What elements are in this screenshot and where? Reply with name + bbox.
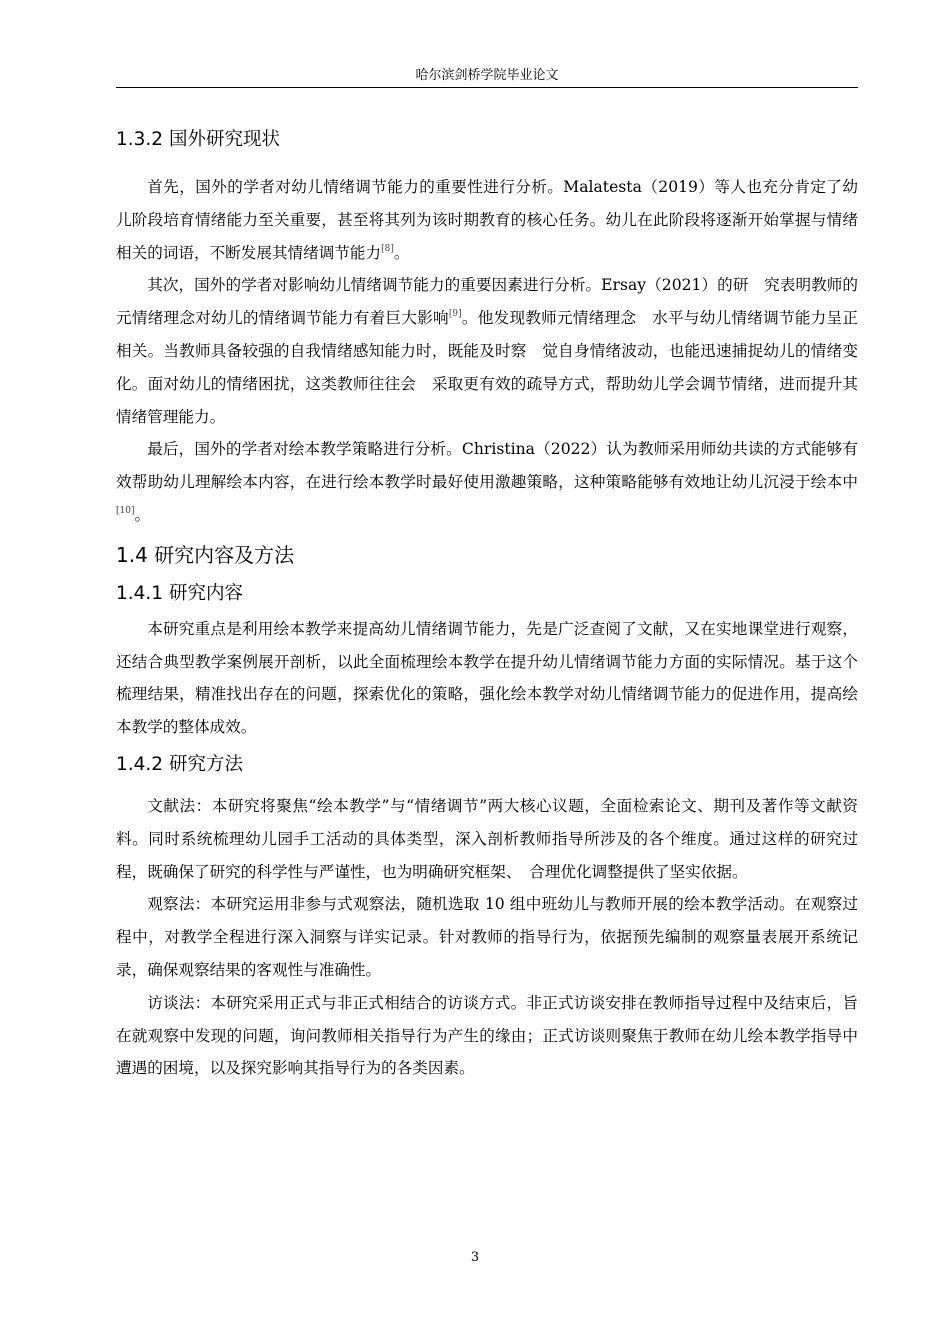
paragraph	[116, 269, 858, 433]
citation: [8]	[381, 243, 394, 254]
paragraph-text: 最后，国外的学者对绘本教学策略进行分析。Christina（2022）认为教师采用师幼共读的方式能够有效帮助幼儿理解绘本内容，在进行绘本教学时最好使用激趣策略，这种策略能够有效地让幼儿沉浸于绘本中	[116, 440, 858, 492]
page-header: 哈尔滨剑桥学院毕业论文	[116, 64, 858, 88]
heading-1-4: 1.4 研究内容及方法	[116, 542, 295, 567]
heading-1-4-1: 1.4.1 研究内容	[116, 582, 243, 604]
paragraph	[116, 433, 858, 531]
heading-1-4-2: 1.4.2 研究方法	[116, 753, 243, 775]
paragraph: 观察法：本研究运用非参与式观察法，随机选取 10 组中班幼儿与教师开展的绘本教学活动。在观察过程中，对教学全程进行深入洞察与详实记录。针对教师的指导行为，依据预先编制的观察量表展开系统记录，确保观察结果的客观性与准确性。	[116, 895, 858, 979]
paragraph: 文献法：本研究将聚焦“绘本教学”与“情绪调节”两大核心议题，全面检索论文、期刊及著作等文献资料。同时系统梳理幼儿园手工活动的具体类型，深入剖析教师指导所涉及的各个维度。通过这样的研究过程，既确保了研究的科学性与严谨性，也为明确研究框架、 合理优化调整提供了坚实依据。	[116, 796, 858, 881]
document-body	[116, 125, 858, 1085]
paragraph-end: 。他发现教师元情绪理念 水平与幼儿情绪调节能力呈正相关。当教师具备较强的自我情绪感知能力时，既能及时察 觉自身情绪波动，也能迅速捕捉幼儿的情绪变化。面对幼儿的情绪困扰，这类教师往往会 采取更有效的疏导方式，帮助幼儿学会调节情绪，进而提升其情绪管理能力。	[116, 309, 858, 426]
paragraph-end: 。	[393, 243, 410, 262]
paragraph: 本研究重点是利用绘本教学来提高幼儿情绪调节能力，先是广泛查阅了文献，又在实地课堂进行观察，还结合典型教学案例展开剖析，以此全面梳理绘本教学在提升幼儿情绪调节能力方面的实际情况。基于这个梳理结果，精准找出存在的问题，探索优化的策略，强化绘本教学对幼儿情绪调节能力的促进作用，提高绘本教学的整体成效。	[116, 619, 858, 737]
paragraph: 访谈法：本研究采用正式与非正式相结合的访谈方式。非正式访谈安排在教师指导过程中及结束后，旨在就观察中发现的问题，询问教师相关指导行为产生的缘由；正式访谈则聚焦于教师在幼儿绘本教学指导中遭遇的困境，以及探究影响其指导行为的各类因素。	[116, 993, 858, 1078]
paragraph-text: 其次，国外的学者对影响幼儿情绪调节能力的重要因素进行分析。Ersay（2021）的研 究表明教师的元情绪理念对幼儿的情绪调节能力有着巨大影响	[116, 276, 858, 328]
citation: [10]	[116, 505, 135, 516]
paragraph-end: 。	[134, 505, 151, 524]
paragraph-text: 首先，国外的学者对幼儿情绪调节能力的重要性进行分析。Malatesta（2019）等人也充分肯定了幼儿阶段培育情绪能力至关重要，甚至将其列为该时期教育的核心任务。幼儿在此阶段将逐渐开始掌握与情绪相关的词语，不断发展其情绪调节能力	[116, 178, 858, 262]
paragraph	[116, 171, 858, 269]
heading-1-3-2: 1.3.2 国外研究现状	[116, 129, 280, 150]
page-number: 3	[470, 1250, 480, 1265]
citation: [9]	[448, 309, 462, 320]
